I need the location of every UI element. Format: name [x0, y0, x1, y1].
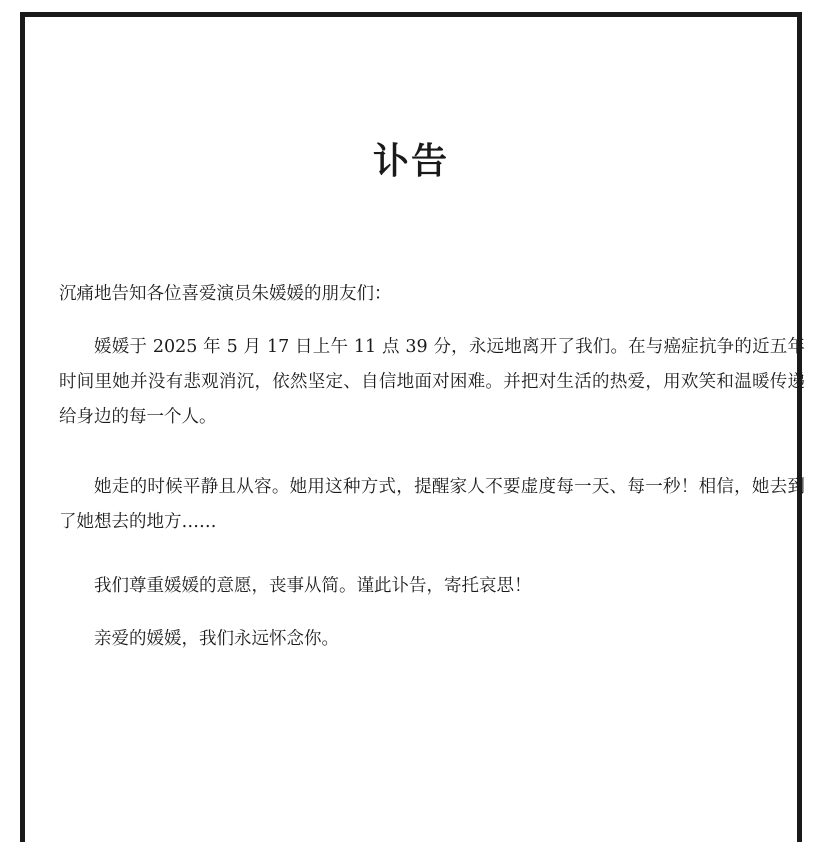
paragraph-wishes: 我们尊重媛媛的意愿，丧事从简。谨此讣告，寄托哀思！	[94, 576, 532, 596]
paragraph-farewell: 亲爱的媛媛，我们永远怀念你。	[94, 629, 339, 649]
paragraph-passing: 媛媛于 2025 年 5 月 17 日上午 11 点 39 分，永远地离开了我们。在与癌症抗争的近五年时间里她并没有悲观消沉，依然坚定、自信地面对困难。并把对生活的热爱，用欢笑和温暖传递给身边的每一个人。	[59, 337, 805, 427]
notice-frame	[20, 12, 805, 842]
notice-title: 讣告	[372, 141, 449, 182]
paragraph-peaceful: 她走的时候平静且从容。她用这种方式，提醒家人不要虚度每一天、每一秒！相信，她去到了她想去的地方……	[59, 477, 805, 532]
salutation-line: 沉痛地告知各位喜爱演员朱媛媛的朋友们：	[59, 284, 392, 304]
